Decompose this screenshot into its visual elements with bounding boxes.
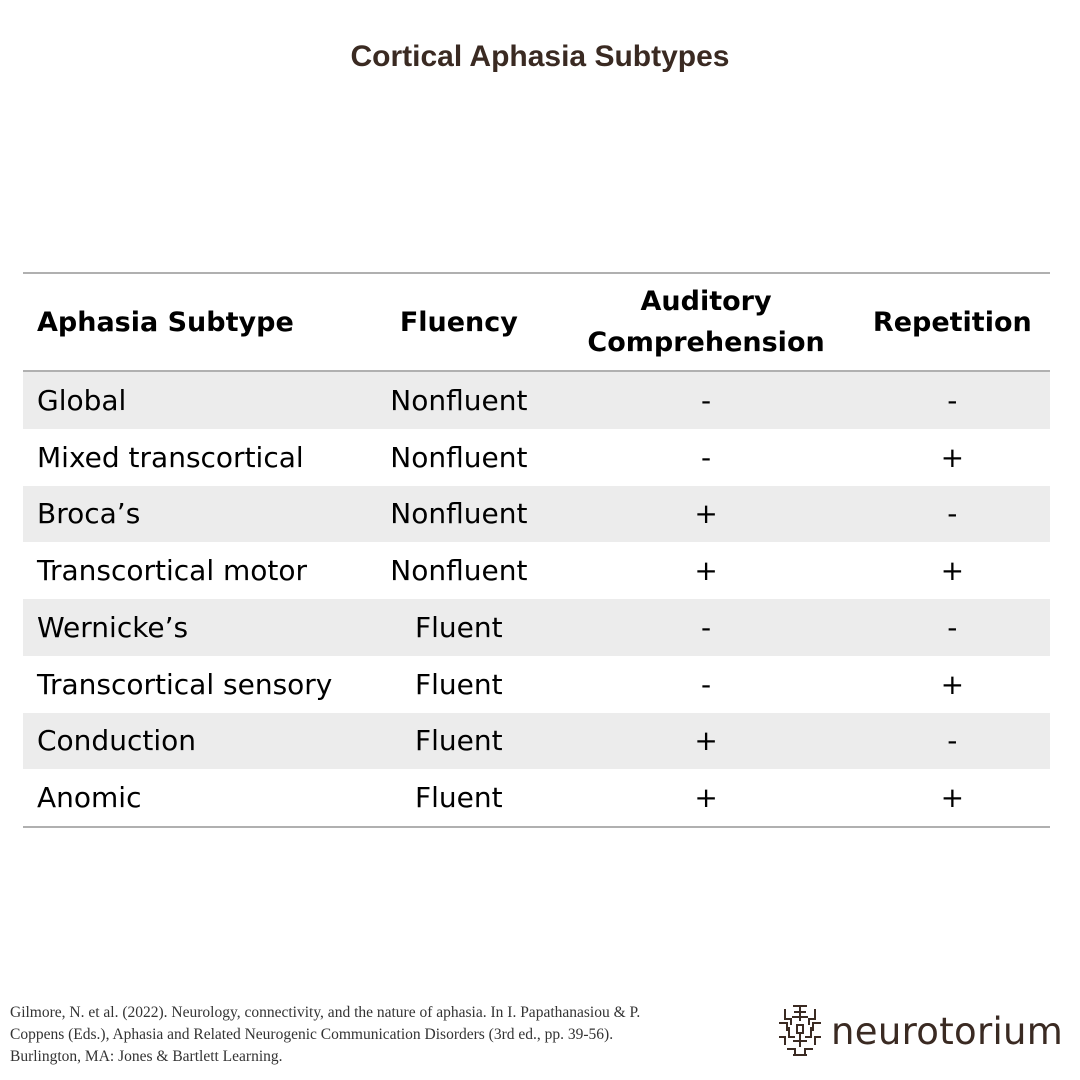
table-row [23,486,1050,543]
brand-name: neurotorium [831,1009,1064,1053]
cell-subtype: Broca’s [37,497,141,531]
cell-subtype: Transcortical sensory [37,667,333,701]
table-row [23,656,1050,713]
cell-fluency: Nonfluent [390,554,528,588]
cell-comprehension: - [701,383,712,417]
cell-comprehension: - [701,440,712,474]
neurotorium-logo-icon [775,1003,825,1059]
cell-subtype: Anomic [37,781,142,815]
citation-line: Burlington, MA: Jones & Bartlett Learning. [10,1048,283,1065]
cell-comprehension: - [701,610,712,644]
table-row [23,769,1050,827]
cell-subtype: Global [37,383,127,417]
neurotorium-logo[interactable] [775,1003,1063,1059]
cell-fluency: Fluent [415,667,503,701]
cell-comprehension: + [694,724,718,758]
cell-repetition: - [947,497,958,531]
cell-fluency: Fluent [415,610,503,644]
table-header-row [23,273,1050,371]
citation [10,1002,730,1068]
aphasia-table [23,272,1050,828]
cell-subtype: Mixed transcortical [37,440,304,474]
cell-repetition: - [947,383,958,417]
page-title: Cortical Aphasia Subtypes [350,40,730,73]
table-row [23,429,1050,486]
cell-subtype: Wernicke’s [37,610,189,644]
cell-fluency: Fluent [415,781,503,815]
cell-subtype: Transcortical motor [37,554,308,588]
header-auditory-comprehension-text: Auditory Comprehension [587,286,825,358]
citation-line: Coppens (Eds.), Aphasia and Related Neurogenic Communication Disorders (3rd ed., pp. 39-56). [10,1026,614,1043]
cell-fluency: Nonfluent [390,497,528,531]
table-row [23,599,1050,656]
cell-comprehension: + [694,554,718,588]
table-row [23,713,1050,770]
table-row [23,542,1050,599]
cell-subtype: Conduction [37,724,196,758]
cell-fluency: Nonfluent [390,440,528,474]
header-fluency: Fluency [399,306,518,338]
cell-comprehension: + [694,497,718,531]
cell-comprehension: - [701,667,712,701]
header-auditory-comprehension [557,273,854,371]
cell-fluency: Fluent [415,724,503,758]
cell-repetition: - [947,610,958,644]
table-row [23,371,1050,429]
cell-repetition: + [940,554,965,588]
cell-repetition: + [940,667,965,701]
cell-repetition: + [940,781,965,815]
header-repetition: Repetition [872,306,1032,338]
cell-repetition: + [940,440,965,474]
cell-fluency: Nonfluent [390,383,528,417]
cell-comprehension: + [694,781,718,815]
cell-repetition: - [947,724,958,758]
header-aphasia-subtype: Aphasia Subtype [37,306,294,338]
citation-line: Gilmore, N. et al. (2022). Neurology, connectivity, and the nature of aphasia. In I. Papathanasiou & P. [10,1004,641,1021]
